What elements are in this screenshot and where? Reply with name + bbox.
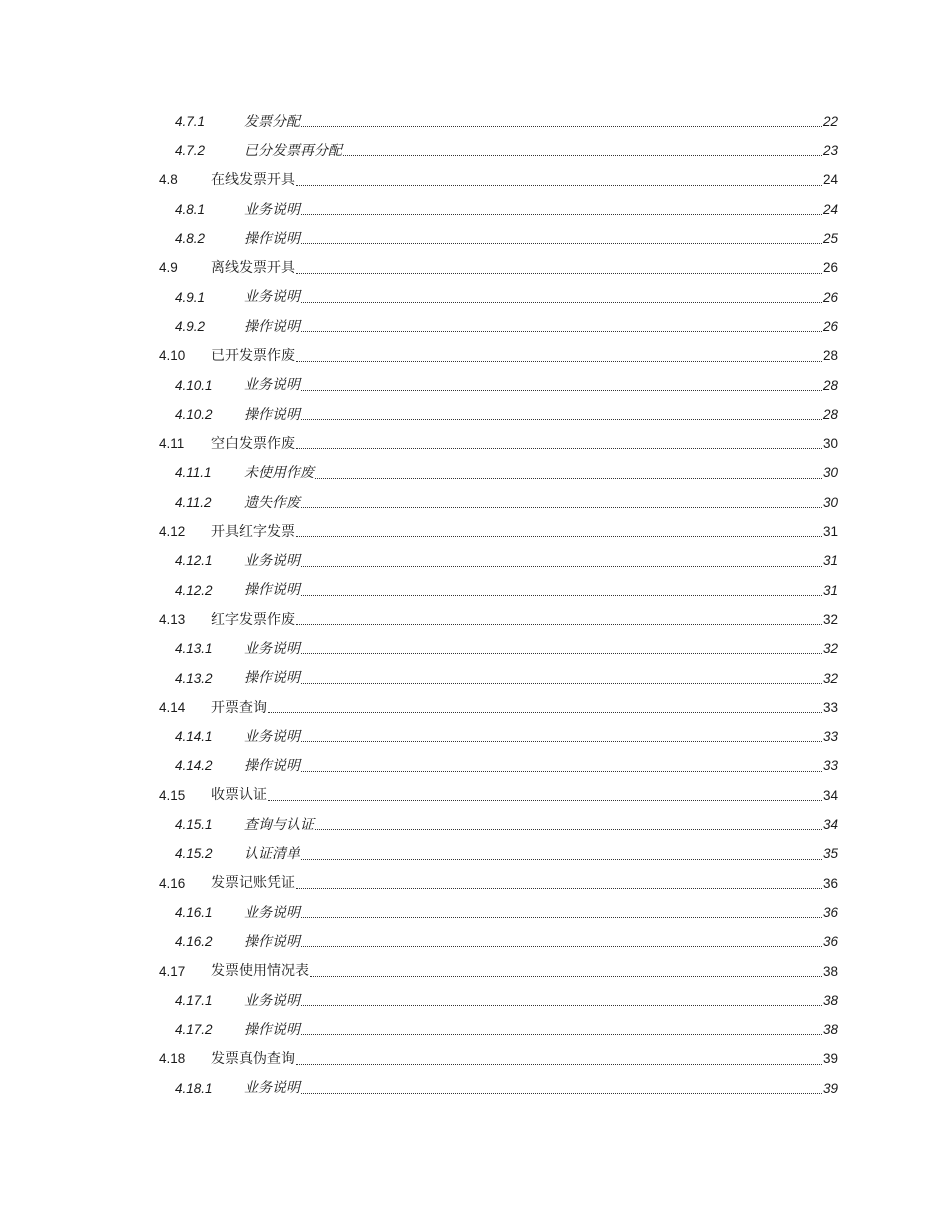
toc-dot-leader	[301, 507, 822, 508]
toc-entry[interactable]	[0, 107, 838, 136]
toc-dot-leader	[301, 419, 822, 420]
toc-entry[interactable]	[0, 957, 838, 986]
toc-entry-page: 33	[822, 699, 838, 715]
toc-entry-title: 操作说明	[244, 758, 300, 775]
toc-entry-page: 24	[822, 172, 838, 188]
toc-dot-leader	[301, 566, 822, 567]
table-of-contents	[0, 107, 950, 1103]
toc-entry-number: 4.10.2	[175, 406, 213, 422]
toc-entry-page: 31	[822, 553, 838, 569]
toc-entry-number: 4.16.1	[175, 904, 213, 920]
toc-dot-leader	[315, 829, 822, 830]
toc-dot-leader	[301, 390, 822, 391]
toc-entry-number: 4.12.2	[175, 582, 213, 598]
toc-entry-page: 28	[822, 348, 838, 364]
toc-dot-leader	[296, 448, 822, 449]
toc-entry-page: 38	[822, 992, 838, 1008]
toc-entry-page: 23	[822, 143, 838, 159]
toc-entry-number: 4.17	[159, 963, 186, 979]
toc-entry[interactable]	[0, 986, 838, 1015]
toc-entry-title: 认证清单	[244, 846, 300, 863]
toc-entry-title: 开票查询	[211, 699, 267, 716]
toc-entry-page: 30	[822, 436, 838, 452]
toc-dot-leader	[301, 946, 822, 947]
toc-entry-page: 30	[822, 494, 838, 510]
toc-entry-page: 33	[822, 729, 838, 745]
toc-entry[interactable]	[0, 136, 838, 165]
toc-entry-title: 业务说明	[244, 553, 300, 570]
toc-entry-page: 34	[822, 817, 838, 833]
toc-entry-title: 开具红字发票	[211, 523, 295, 540]
toc-entry-page: 30	[822, 465, 838, 481]
toc-entry-title: 已分发票再分配	[244, 142, 342, 159]
toc-entry[interactable]	[0, 224, 838, 253]
toc-dot-leader	[301, 331, 822, 332]
toc-entry-page: 39	[822, 1051, 838, 1067]
toc-entry-page: 38	[822, 1022, 838, 1038]
toc-entry[interactable]	[0, 283, 838, 312]
toc-dot-leader	[301, 1034, 822, 1035]
toc-entry-title: 操作说明	[244, 933, 300, 950]
toc-entry-number: 4.17.2	[175, 1022, 213, 1038]
toc-entry-title: 业务说明	[244, 992, 300, 1009]
toc-dot-leader	[268, 712, 822, 713]
toc-entry[interactable]	[0, 576, 838, 605]
toc-entry-number: 4.8.2	[175, 231, 206, 247]
toc-entry-number: 4.17.1	[175, 992, 213, 1008]
toc-entry-page: 31	[822, 524, 838, 540]
toc-entry-page: 26	[822, 260, 838, 276]
toc-entry-number: 4.15.2	[175, 846, 213, 862]
toc-entry-page: 28	[822, 406, 838, 422]
toc-entry-title: 发票分配	[244, 113, 300, 130]
toc-entry-title: 业务说明	[244, 904, 300, 921]
toc-dot-leader	[296, 1064, 822, 1065]
toc-entry-number: 4.16	[159, 875, 186, 891]
toc-entry-page: 36	[822, 934, 838, 950]
toc-entry-page: 35	[822, 846, 838, 862]
toc-entry-title: 发票使用情况表	[211, 963, 309, 980]
toc-dot-leader	[301, 771, 822, 772]
toc-entry-title: 遗失作废	[244, 494, 300, 511]
toc-dot-leader	[310, 976, 822, 977]
toc-entry-number: 4.11.1	[175, 465, 212, 481]
toc-entry-number: 4.10	[159, 348, 186, 364]
toc-entry-number: 4.16.2	[175, 934, 213, 950]
toc-entry-number: 4.18.1	[175, 1080, 213, 1096]
toc-entry-page: 32	[822, 670, 838, 686]
toc-entry[interactable]	[0, 312, 838, 341]
toc-entry-page: 24	[822, 201, 838, 217]
toc-entry-number: 4.7.1	[175, 113, 206, 129]
toc-entry-title: 业务说明	[244, 1080, 300, 1097]
toc-entry[interactable]	[0, 752, 838, 781]
toc-entry-page: 36	[822, 904, 838, 920]
toc-entry-page: 32	[822, 641, 838, 657]
toc-entry-title: 操作说明	[244, 230, 300, 247]
toc-entry-page: 28	[822, 377, 838, 393]
toc-entry[interactable]	[0, 898, 838, 927]
toc-entry-number: 4.13.2	[175, 670, 213, 686]
toc-entry[interactable]	[0, 517, 838, 546]
toc-entry-number: 4.11	[159, 436, 185, 452]
toc-entry-number: 4.8	[159, 172, 178, 188]
toc-entry-page: 26	[822, 318, 838, 334]
toc-entry-number: 4.9.2	[175, 318, 206, 334]
toc-entry[interactable]	[0, 634, 838, 663]
toc-entry-title: 收票认证	[211, 787, 267, 804]
toc-entry-title: 离线发票开具	[211, 260, 295, 277]
toc-entry[interactable]	[0, 722, 838, 751]
toc-entry-title: 发票真伪查询	[211, 1051, 295, 1068]
toc-dot-leader	[301, 214, 822, 215]
toc-dot-leader	[296, 361, 822, 362]
toc-entry[interactable]	[0, 459, 838, 488]
toc-entry-page: 26	[822, 289, 838, 305]
toc-entry[interactable]	[0, 1045, 838, 1074]
toc-entry-number: 4.15	[159, 787, 186, 803]
toc-entry-title: 操作说明	[244, 1021, 300, 1038]
toc-entry[interactable]	[0, 605, 838, 634]
toc-entry[interactable]	[0, 664, 838, 693]
toc-entry-title: 操作说明	[244, 318, 300, 335]
toc-entry-number: 4.13	[159, 611, 186, 627]
toc-entry[interactable]	[0, 927, 838, 956]
toc-entry-number: 4.18	[159, 1051, 186, 1067]
toc-entry-title: 业务说明	[244, 728, 300, 745]
toc-entry-page: 25	[822, 231, 838, 247]
toc-entry-number: 4.11.2	[175, 494, 212, 510]
toc-dot-leader	[301, 859, 822, 860]
toc-dot-leader	[301, 302, 822, 303]
toc-dot-leader	[301, 595, 822, 596]
toc-entry-title: 操作说明	[244, 582, 300, 599]
toc-entry[interactable]	[0, 429, 838, 458]
toc-entry[interactable]	[0, 546, 838, 575]
toc-entry-title: 业务说明	[244, 201, 300, 218]
toc-entry-page: 33	[822, 758, 838, 774]
toc-entry-number: 4.15.1	[175, 817, 213, 833]
toc-dot-leader	[296, 273, 822, 274]
toc-entry-title: 业务说明	[244, 377, 300, 394]
toc-dot-leader	[301, 653, 822, 654]
toc-entry-number: 4.13.1	[175, 641, 213, 657]
toc-entry-title: 业务说明	[244, 289, 300, 306]
toc-entry-title: 空白发票作废	[211, 435, 295, 452]
toc-dot-leader	[301, 741, 822, 742]
toc-dot-leader	[301, 1005, 822, 1006]
toc-entry[interactable]	[0, 371, 838, 400]
toc-entry[interactable]	[0, 400, 838, 429]
toc-entry-page: 38	[822, 963, 838, 979]
toc-entry[interactable]	[0, 693, 838, 722]
toc-entry[interactable]	[0, 839, 838, 868]
toc-entry-title: 发票记账凭证	[211, 875, 295, 892]
toc-entry-page: 34	[822, 787, 838, 803]
toc-dot-leader	[301, 126, 822, 127]
toc-entry-title: 在线发票开具	[211, 172, 295, 189]
toc-entry-number: 4.14	[159, 699, 186, 715]
toc-entry[interactable]	[0, 341, 838, 370]
toc-entry-page: 31	[822, 582, 838, 598]
toc-entry[interactable]	[0, 253, 838, 282]
toc-entry-title: 查询与认证	[244, 816, 314, 833]
toc-entry-title: 红字发票作废	[211, 611, 295, 628]
toc-entry[interactable]	[0, 488, 838, 517]
toc-dot-leader	[296, 624, 822, 625]
toc-entry-page: 22	[822, 113, 838, 129]
toc-entry-number: 4.14.2	[175, 758, 213, 774]
toc-dot-leader	[301, 1093, 822, 1094]
toc-entry-number: 4.10.1	[175, 377, 213, 393]
toc-entry[interactable]	[0, 781, 838, 810]
toc-entry[interactable]	[0, 869, 838, 898]
toc-entry[interactable]	[0, 1015, 838, 1044]
toc-entry-page: 36	[822, 875, 838, 891]
toc-dot-leader	[343, 155, 822, 156]
toc-entry-title: 业务说明	[244, 640, 300, 657]
toc-dot-leader	[296, 888, 822, 889]
toc-entry-number: 4.9	[159, 260, 178, 276]
toc-entry-number: 4.14.1	[175, 729, 213, 745]
toc-entry[interactable]	[0, 195, 838, 224]
toc-dot-leader	[301, 243, 822, 244]
toc-entry-title: 操作说明	[244, 670, 300, 687]
toc-entry[interactable]	[0, 166, 838, 195]
toc-dot-leader	[268, 800, 822, 801]
toc-entry[interactable]	[0, 810, 838, 839]
toc-dot-leader	[296, 185, 822, 186]
toc-dot-leader	[296, 536, 822, 537]
toc-dot-leader	[315, 478, 822, 479]
toc-entry-number: 4.12	[159, 524, 186, 540]
toc-dot-leader	[301, 683, 822, 684]
toc-entry-title: 已开发票作废	[211, 348, 295, 365]
toc-entry-number: 4.7.2	[175, 143, 206, 159]
toc-entry-number: 4.9.1	[175, 289, 206, 305]
toc-entry[interactable]	[0, 1074, 838, 1103]
toc-entry-title: 未使用作废	[244, 465, 314, 482]
toc-entry-title: 操作说明	[244, 406, 300, 423]
toc-entry-number: 4.8.1	[175, 201, 206, 217]
toc-entry-page: 39	[822, 1080, 838, 1096]
toc-dot-leader	[301, 917, 822, 918]
toc-entry-number: 4.12.1	[175, 553, 213, 569]
toc-entry-page: 32	[822, 611, 838, 627]
